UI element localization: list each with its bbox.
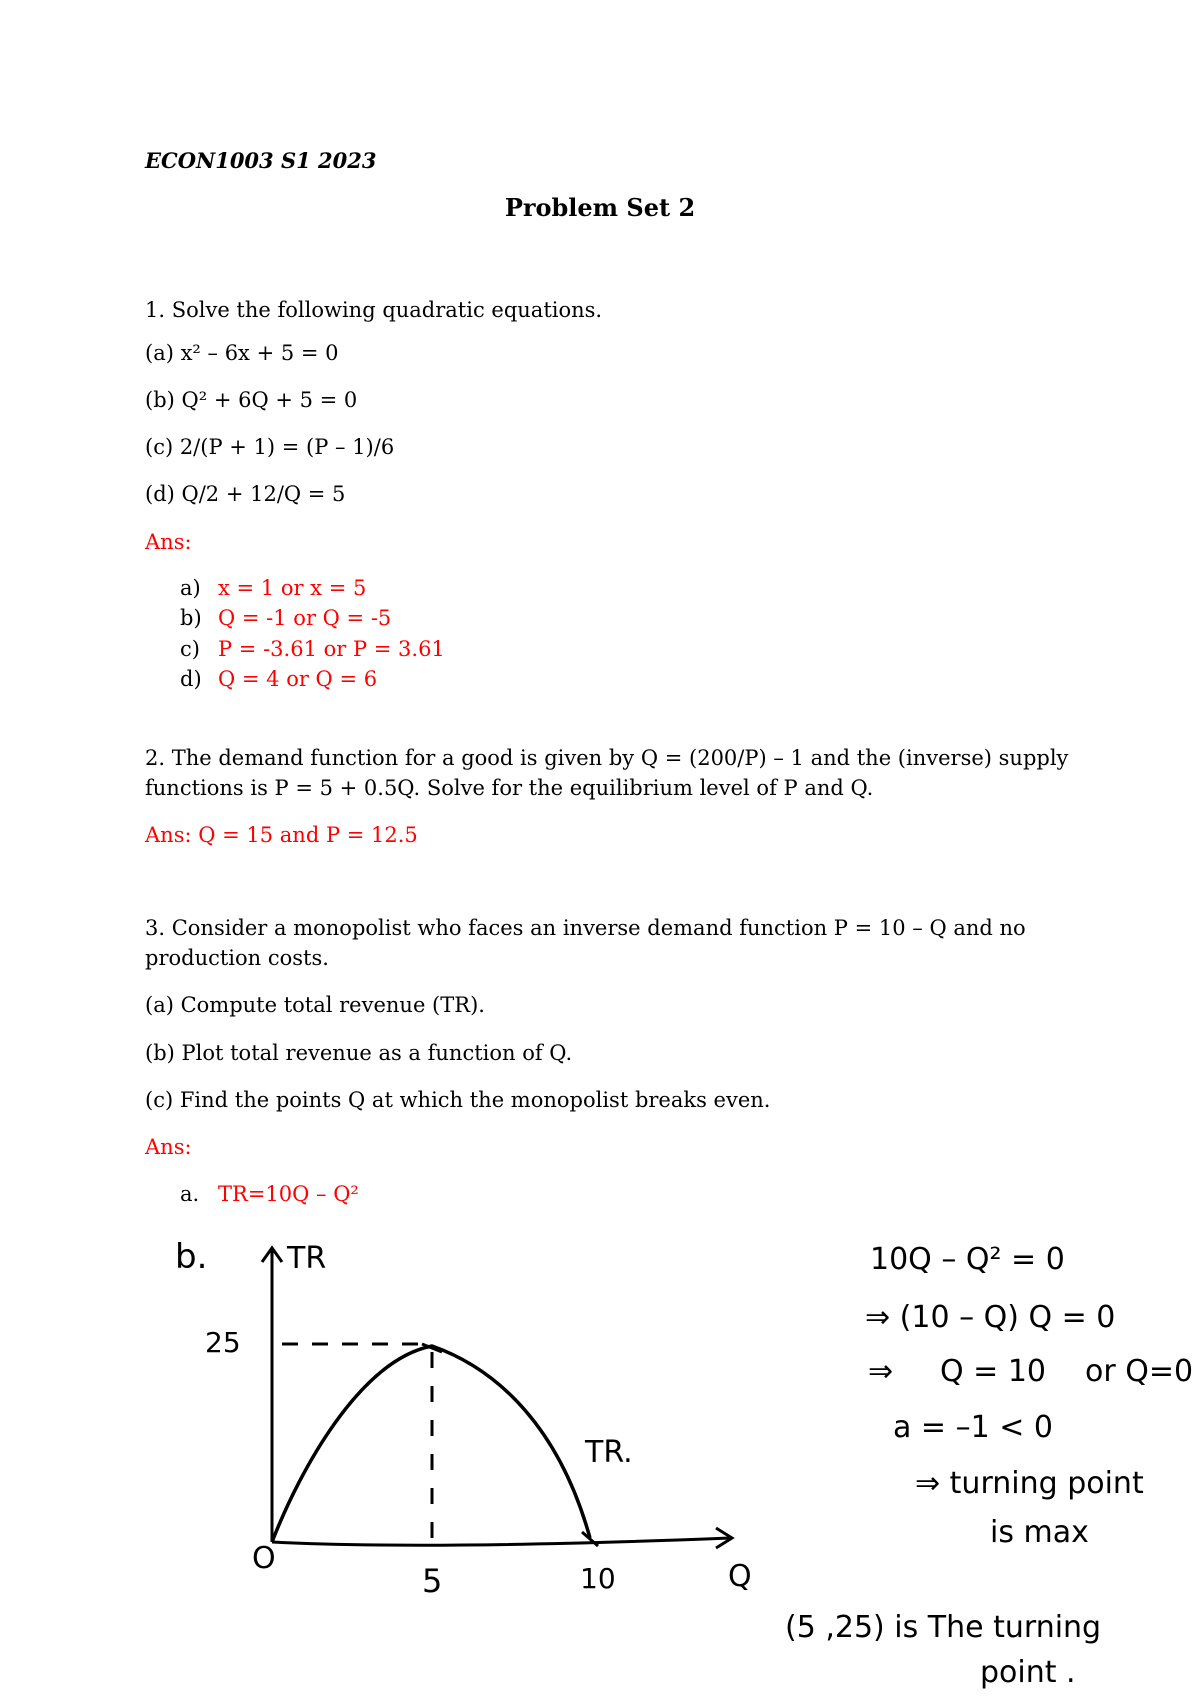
hand-line-3-q0: or Q=0 xyxy=(1085,1354,1194,1389)
list-marker: b) xyxy=(180,606,202,630)
q2-answer: Ans: Q = 15 and P = 12.5 xyxy=(145,823,418,847)
answer-text: P = -3.61 or P = 3.61 xyxy=(218,637,445,661)
q3-line-1: 3. Consider a monopolist who faces an inverse demand function P = 10 – Q and no xyxy=(145,916,1026,940)
y-tick-25: 25 xyxy=(205,1326,241,1359)
hand-line-4: a = –1 < 0 xyxy=(893,1410,1053,1445)
answer-text: Q = 4 or Q = 6 xyxy=(218,667,378,691)
q2-line-2: functions is P = 5 + 0.5Q. Solve for the equilibrium level of P and Q. xyxy=(145,776,874,800)
q3-line-2: production costs. xyxy=(145,946,329,970)
hand-line-1: 10Q – Q² = 0 xyxy=(870,1242,1065,1277)
origin-label: O xyxy=(252,1541,276,1576)
x-tick-10: 10 xyxy=(580,1562,616,1595)
list-marker: c) xyxy=(180,637,200,661)
q3-part-a: (a) Compute total revenue (TR). xyxy=(145,993,485,1017)
document-title: Problem Set 2 xyxy=(504,193,696,222)
q1-answer-b xyxy=(180,605,391,631)
q3-part-c: (c) Find the points Q at which the monopolist breaks even. xyxy=(145,1088,771,1112)
list-marker: a) xyxy=(180,576,201,600)
y-axis-label: TR xyxy=(287,1241,327,1276)
hand-line-8: point . xyxy=(980,1655,1076,1690)
q1-answer-a xyxy=(180,575,366,601)
q1-part-b: (b) Q² + 6Q + 5 = 0 xyxy=(145,388,358,412)
tr-curve xyxy=(272,1346,590,1542)
hand-line-7: (5 ,25) is The turning xyxy=(785,1610,1102,1645)
hand-line-3-q10: Q = 10 xyxy=(940,1354,1046,1389)
q1-part-a: (a) x² – 6x + 5 = 0 xyxy=(145,341,339,365)
tr-curve-label: TR. xyxy=(585,1435,633,1470)
hand-line-5: ⇒ turning point xyxy=(915,1466,1144,1501)
q1-answer-d xyxy=(180,666,377,692)
list-marker: d) xyxy=(180,667,202,691)
q1-part-d: (d) Q/2 + 12/Q = 5 xyxy=(145,482,346,506)
hand-line-2: ⇒ (10 – Q) Q = 0 xyxy=(865,1300,1116,1335)
q3-answer-a xyxy=(180,1181,359,1207)
list-marker: a. xyxy=(180,1182,200,1206)
hand-line-6: is max xyxy=(990,1515,1089,1550)
answer-text: Q = -1 or Q = -5 xyxy=(218,606,392,630)
answer-text: x = 1 or x = 5 xyxy=(218,576,367,600)
x-axis-label: Q xyxy=(728,1559,752,1594)
q3-part-b: (b) Plot total revenue as a function of Q. xyxy=(145,1041,573,1065)
answer-text: TR=10Q – Q² xyxy=(218,1182,359,1206)
q2-line-1: 2. The demand function for a good is given by Q = (200/P) – 1 and the (inverse) supply xyxy=(145,746,1069,770)
q1-answer-c xyxy=(180,636,445,662)
q1-prompt: 1. Solve the following quadratic equations. xyxy=(145,298,603,322)
course-code: ECON1003 S1 2023 xyxy=(145,148,377,173)
sketch-part-label: b. xyxy=(175,1237,208,1277)
q3-ans-label: Ans: xyxy=(145,1135,192,1159)
tr-sketch xyxy=(0,1220,760,1620)
x-axis xyxy=(272,1538,730,1545)
q1-part-c: (c) 2/(P + 1) = (P – 1)/6 xyxy=(145,435,395,459)
q1-ans-label: Ans: xyxy=(145,530,192,554)
hand-line-3-arrow: ⇒ xyxy=(868,1354,894,1389)
x-tick-5: 5 xyxy=(422,1562,443,1600)
